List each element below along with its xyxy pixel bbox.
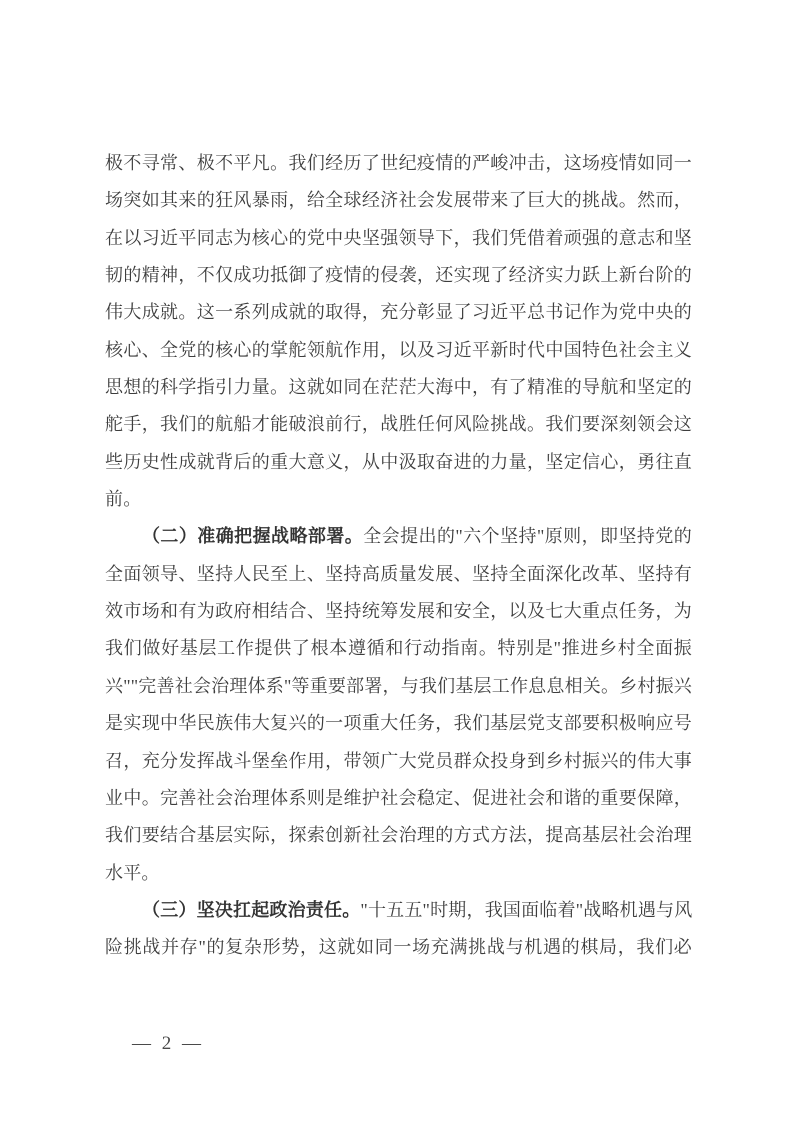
body-text-run: 业中。完善社会治理体系则是维护社会稳定、促进社会和谐的重要保障，: [105, 787, 692, 808]
text-line: [105, 743, 692, 780]
body-text-run: 场突如其来的狂风暴雨，给全球经济社会发展带来了巨大的挑战。然而，: [105, 190, 692, 211]
body-text-run: 思想的科学指引力量。这就如同在茫茫大海中，有了精准的导航和坚定的: [105, 377, 692, 398]
body-text-run: 是实现中华民族伟大复兴的一项重大任务，我们基层党支部要积极响应号: [105, 713, 692, 734]
text-line: [105, 145, 692, 182]
text-line: [105, 182, 692, 219]
text-line: [105, 892, 692, 929]
body-text-run: 我们要结合基层实际，探索创新社会治理的方式方法，提高基层社会治理: [105, 825, 692, 846]
text-line: [105, 220, 692, 257]
text-line: [105, 518, 692, 555]
text-line: [105, 593, 692, 630]
body-text-run: 在以习近平同志为核心的党中央坚强领导下，我们凭借着顽强的意志和坚: [105, 227, 692, 248]
body-text-run: 全会提出的"六个坚持"原则，即坚持党的: [363, 526, 692, 547]
text-line: [105, 406, 692, 443]
text-line: [105, 817, 692, 854]
document-body: [105, 145, 692, 967]
body-text-run: 极不寻常、极不平凡。我们经历了世纪疫情的严峻冲击，这场疫情如同一: [105, 153, 692, 173]
page-number: — 2 —: [132, 1033, 204, 1054]
body-text-run: 伟大成就。这一系列成就的取得，充分彰显了习近平总书记作为党中央的: [105, 302, 692, 323]
text-line: [105, 855, 692, 892]
text-line: [105, 332, 692, 369]
body-text-run: 效市场和有为政府相结合、坚持统筹发展和安全，以及七大重点任务，为: [105, 601, 692, 622]
body-text-run: 前。: [105, 489, 142, 510]
text-line: [105, 780, 692, 817]
text-line: [105, 668, 692, 705]
body-text-run: 全面领导、坚持人民至上、坚持高质量发展、坚持全面深化改革、坚持有: [105, 563, 692, 584]
text-line: [105, 294, 692, 331]
section-heading: （三）坚决扛起政治责任。: [142, 899, 361, 920]
body-text-run: 水平。: [105, 862, 160, 883]
text-line: [105, 257, 692, 294]
body-text-run: 韧的精神，不仅成功抵御了疫情的侵袭，还实现了经济实力跃上新台阶的: [105, 265, 692, 286]
text-line: [105, 369, 692, 406]
body-text-run: 召，充分发挥战斗堡垒作用，带领广大党员群众投身到乡村振兴的伟大事: [105, 750, 692, 771]
text-line: [105, 481, 692, 518]
body-text-run: 些历史性成就背后的重大意义，从中汲取奋进的力量，坚定信心，勇往直: [105, 451, 692, 472]
body-text-run: "十五五"时期，我国面临着"战略机遇与风: [360, 899, 693, 920]
text-line: [105, 929, 692, 966]
body-text-run: 我们做好基层工作提供了根本遵循和行动指南。特别是"推进乡村全面振: [105, 638, 692, 659]
text-line: [105, 556, 692, 593]
body-text-run: 核心、全党的核心的掌舵领航作用，以及习近平新时代中国特色社会主义: [105, 339, 692, 360]
body-text-run: 兴""完善社会治理体系"等重要部署，与我们基层工作息息相关。乡村振兴: [105, 675, 692, 696]
text-line: [105, 444, 692, 481]
body-text-run: 险挑战并存"的复杂形势，这就如同一场充满挑战与机遇的棋局，我们必: [105, 937, 692, 958]
text-line: [105, 630, 692, 667]
section-heading: （二）准确把握战略部署。: [142, 526, 364, 547]
text-line: [105, 705, 692, 742]
body-text-run: 舵手，我们的航船才能破浪前行，战胜任何风险挑战。我们要深刻领会这: [105, 414, 692, 435]
